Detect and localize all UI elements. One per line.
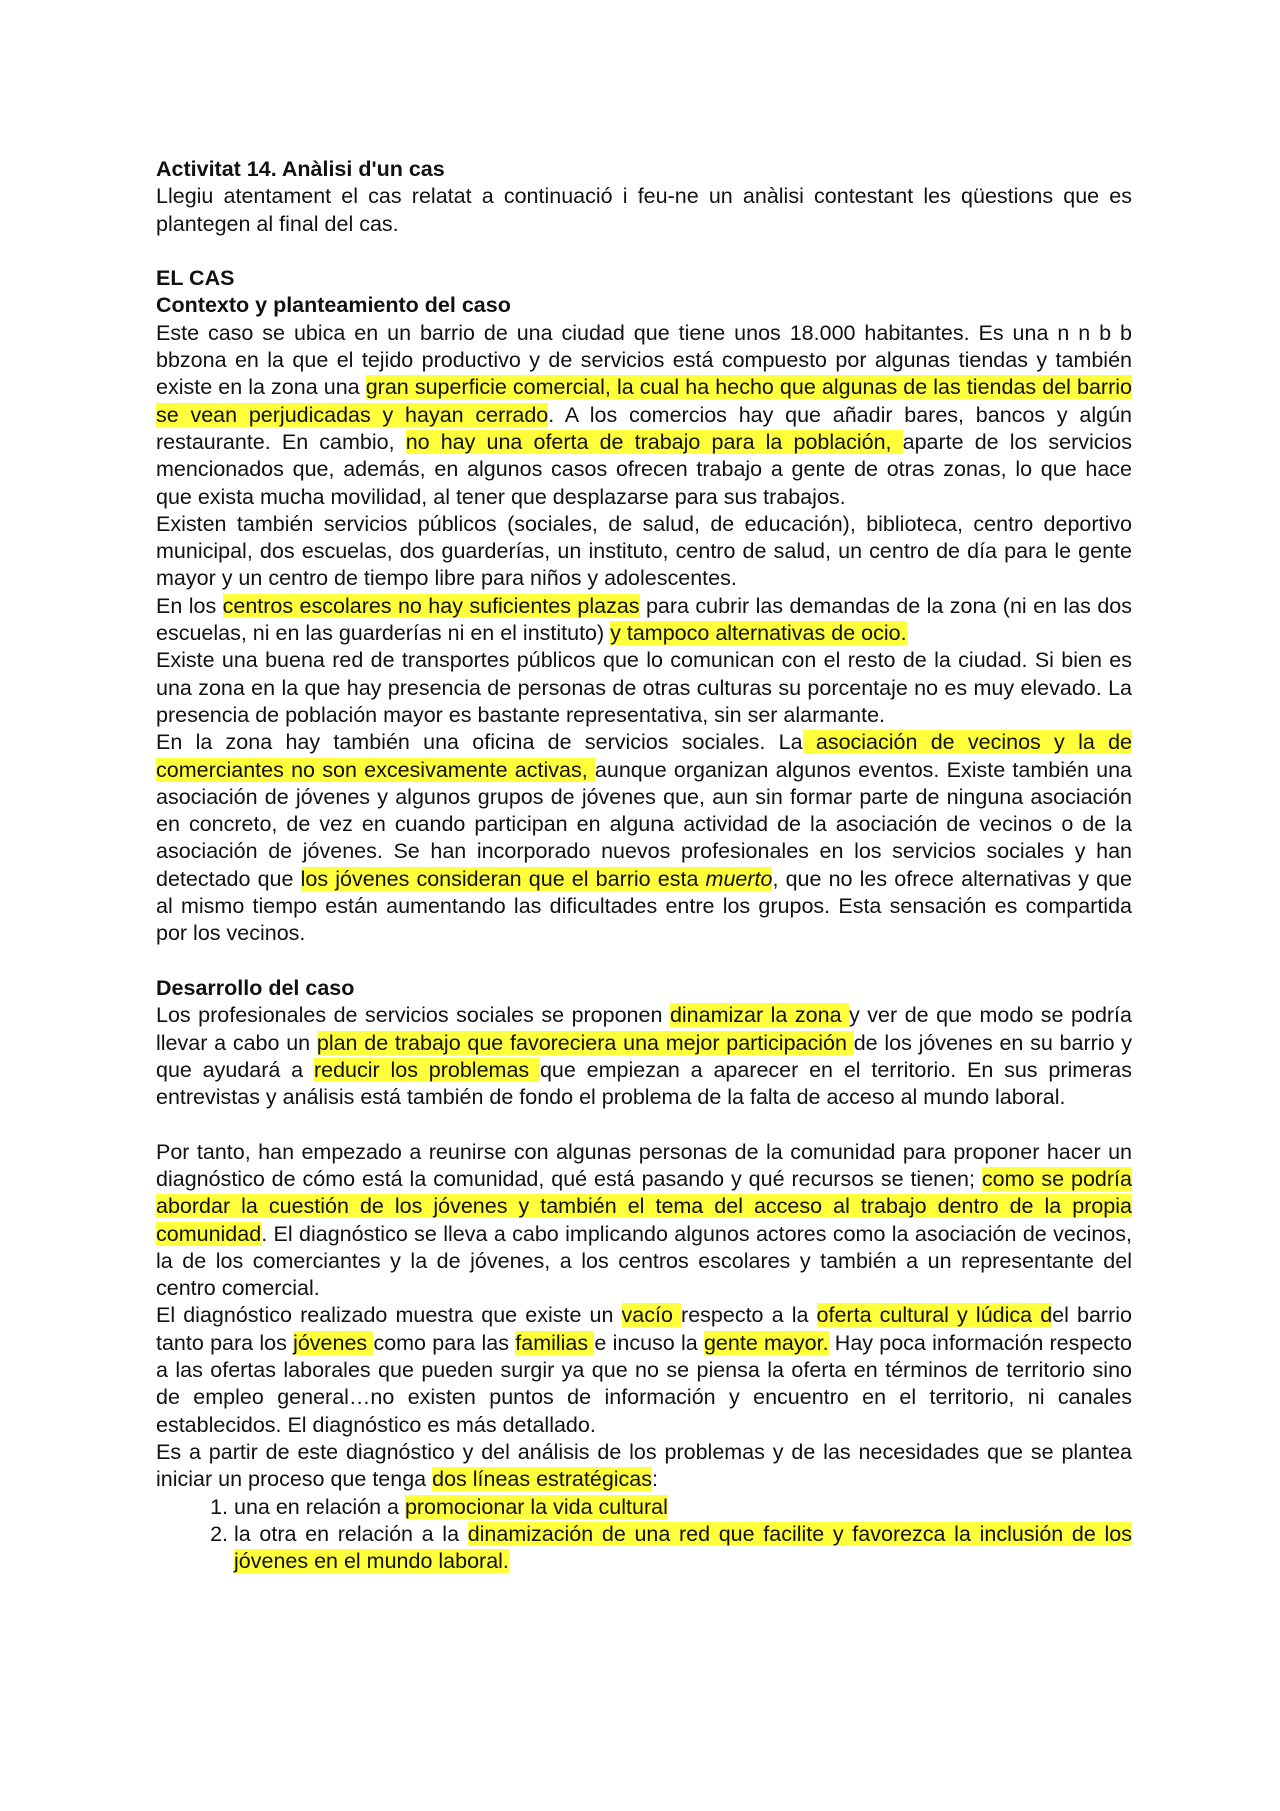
highlight: dinamizar la zona: [669, 1003, 850, 1028]
highlight: no hay una oferta de trabajo para la población,: [405, 429, 903, 454]
highlight: asociación de vecinos y la de comerciantes no son excesivamente activas,: [156, 730, 1132, 782]
highlight: los jóvenes consideran que el barrio esta muerto: [300, 866, 773, 891]
context-paragraph-4: Existe una buena red de transportes públicos que lo comunican con el resto de la ciudad. Si bien es una zona en la que hay presencia de personas de otras culturas su porcentaje no es muy elevado. La presencia de población mayor es bastante representativa, sin ser alarmante.: [156, 648, 1132, 727]
highlight: vacío: [621, 1303, 682, 1328]
highlight: promocionar la vida cultural: [404, 1494, 668, 1519]
highlight: oferta cultural y lúdica d: [816, 1303, 1053, 1328]
list-item: 1. una en relación a promocionar la vida cultural: [234, 1494, 1132, 1521]
highlight: familias: [515, 1330, 595, 1355]
strategic-lines-list: [156, 1494, 1132, 1576]
case-heading: EL CAS: [156, 266, 235, 291]
development-paragraph-2: Por tanto, han empezado a reunirse con algunas personas de la comunidad para proponer hacer un diagnóstico de cómo está la comunidad, qué está pasando y qué recursos se tienen; como se podría abordar la cuestión de los jóvenes y también el tema del acceso al trabajo dentro de la propia comunidad. El diagnóstico se lleva a cabo implicando algunos actores como la asociación de vecinos, la de los comerciantes y la de jóvenes, a los centros escolares y también a un representante del centro comercial.: [156, 1139, 1132, 1301]
activity-intro: Llegiu atentament el cas relatat a continuació i feu-ne un anàlisi contestant les qüestions que es plantegen al final del cas.: [156, 184, 1132, 236]
highlight: dinamización de una red que facilite y favorezca la inclusión de los jóvenes en el mundo laboral.: [234, 1521, 1132, 1574]
development-paragraph-3: El diagnóstico realizado muestra que existe un vacío respecto a la oferta cultural y lúdica del barrio tanto para los jóvenes como para las familias e incuso la gente mayor. Hay poca información respecto a las ofertas laborales que pueden surgir ya que no se piensa la oferta en términos de territorio sino de empleo general…no existen puntos de información y encuentro en el territorio, ni canales establecidos. El diagnóstico es más detallado.: [156, 1303, 1132, 1437]
list-item: 2. la otra en relación a la dinamización de una red que facilite y favorezca la inclusión de los jóvenes en el mundo laboral.: [234, 1521, 1132, 1576]
highlight: reducir los problemas: [313, 1057, 540, 1082]
highlight: y tampoco alternativas de ocio.: [610, 621, 907, 646]
highlight: jóvenes: [293, 1330, 374, 1355]
highlight: gente mayor.: [703, 1330, 829, 1355]
development-title: Desarrollo del caso: [156, 975, 355, 1000]
context-paragraph-2: Existen también servicios públicos (sociales, de salud, de educación), biblioteca, centro deportivo municipal, dos escuelas, dos guarderías, un instituto, centro de salud, un centro de día para le gente mayor y un centro de tiempo libre para niños y adolescentes.: [156, 511, 1132, 591]
context-paragraph-1: Este caso se ubica en un barrio de una ciudad que tiene unos 18.000 habitantes. Es una n n b b bbzona en la que el tejido productivo y de servicios está compuesto por algunas tiendas y también existe en la zona una gran superficie comercial, la cual ha hecho que algunas de las tiendas del barrio se vean perjudicadas y hayan cerrado. A los comercios hay que añadir bares, bancos y algún restaurante. En cambio, no hay una oferta de trabajo para la población, aparte de los servicios mencionados que, además, en algunos casos ofrecen trabajo a gente de otras zonas, lo que hace que exista mucha movilidad, al tener que desplazarse para sus trabajos.: [156, 320, 1132, 509]
context-paragraph-3: En los centros escolares no hay suficientes plazas para cubrir las demandas de la zona (ni en las dos escuelas, ni en las guarderías ni en el instituto) y tampoco alternativas de ocio.: [156, 593, 1132, 646]
document-page: [156, 156, 1132, 1575]
context-paragraph-5: En la zona hay también una oficina de servicios sociales. La asociación de vecinos y la de comerciantes no son excesivamente activas, aunque organizan algunos eventos. Existe también una asociación de jóvenes y algunos grupos de jóvenes que, aun sin formar parte de ninguna asociación en concreto, de vez en cuando participan en alguna actividad de la asociación de vecinos o de la asociación de jóvenes. Se han incorporado nuevos profesionales en los servicios sociales y han detectado que los jóvenes consideran que el barrio esta muerto, que no les ofrece alternativas y que al mismo tiempo están aumentando las dificultades entre los grupos. Esta sensación es compartida por los vecinos.: [156, 730, 1133, 946]
development-paragraph-4: Es a partir de este diagnóstico y del análisis de los problemas y de las necesidades que se plantea iniciar un proceso que tenga dos líneas estratégicas:: [156, 1439, 1132, 1492]
highlight: centros escolares no hay suficientes plazas: [222, 593, 640, 618]
activity-title: Activitat 14. Anàlisi d'un cas: [156, 157, 445, 181]
highlight: como se podría abordar la cuestión de los jóvenes y también el tema del acceso al trabajo dentro de la propia comunidad: [156, 1166, 1132, 1246]
development-paragraph-1: Los profesionales de servicios sociales se proponen dinamizar la zona y ver de que modo se podría llevar a cabo un plan de trabajo que favoreciera una mejor participación de los jóvenes en su barrio y que ayudará a reducir los problemas que empiezan a aparecer en el territorio. En sus primeras entrevistas y análisis está también de fondo el problema de la falta de acceso al mundo laboral.: [156, 1003, 1133, 1110]
highlight: plan de trabajo que favoreciera una mejor participación: [316, 1030, 854, 1055]
highlight: gran superficie comercial, la cual ha hecho que algunas de las tiendas del barrio se vean perjudicadas y hayan cerrado: [156, 375, 1132, 427]
highlight: dos líneas estratégicas: [432, 1467, 653, 1492]
context-title: Contexto y planteamiento del caso: [156, 293, 511, 318]
